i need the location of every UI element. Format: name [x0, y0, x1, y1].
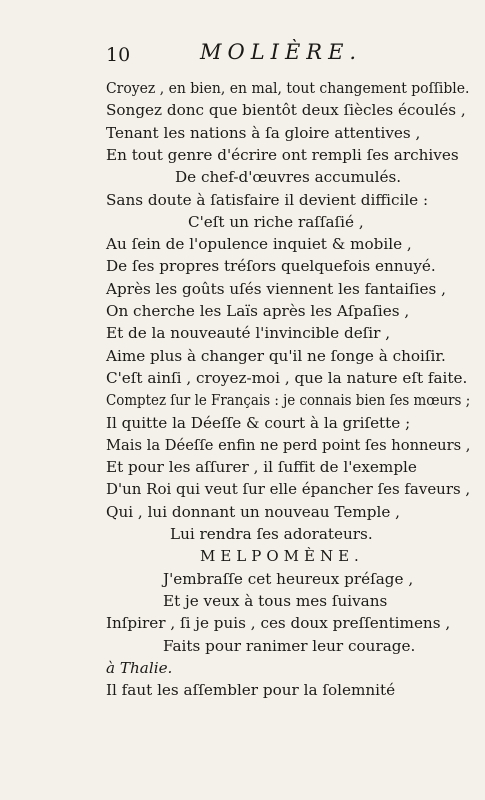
verse-line: Après les goûts uſés viennent les fantaiſies , [106, 279, 446, 298]
verse-line: Et pour les aſſurer , il ſuffit de l'exemple [106, 458, 417, 477]
verse-line: Songez donc que bientôt deux ſiècles écoulés , [106, 101, 466, 120]
verse-line: D'un Roi qui veut ſur elle épancher ſes faveurs , [106, 480, 471, 499]
verse-line: C'eſt ainſi , croyez-moi , que la nature eſt faite. [106, 368, 468, 387]
verse-line: J'embraſſe cet heureux préſage , [163, 569, 414, 588]
verse-line: Comptez ſur le Français : je connais bien ſes mœurs ; [106, 391, 471, 410]
verse-line: C'eſt un riche raſſaſié , [188, 212, 364, 231]
verse-line: Il faut les aſſembler pour la ſolemnité [106, 681, 396, 700]
verse-line: Au ſein de l'opulence inquiet & mobile , [106, 235, 412, 254]
verse-line: Mais la Déeſſe enfin ne perd point ſes honneurs , [106, 435, 471, 454]
verse-line: Et de la nouveauté l'invincible deſir , [106, 324, 391, 343]
verse-line: De chef-d'œuvres accumulés. [175, 168, 402, 187]
verse-line: Croyez , en bien, en mal, tout changement poſſible. [106, 79, 470, 97]
verse-line: On cherche les Laïs après les Aſpaſies , [106, 302, 410, 320]
verse-line: De ſes propres tréſors quelquefois ennuyé. [106, 257, 436, 276]
page-number: 10 [106, 44, 131, 66]
verse-line: Qui , lui donnant un nouveau Temple , [106, 502, 400, 521]
verse-line: Faits pour ranimer leur courage. [163, 636, 416, 655]
verse-line: Sans doute à ſatisfaire il devient difficile : [106, 190, 429, 209]
verse-line: Et je veux à tous mes ſuivans [163, 591, 388, 610]
verse-line: En tout genre d'écrire ont rempli ſes archives [106, 145, 459, 164]
verse-line: Tenant les nations à ſa gloire attentives , [106, 123, 421, 142]
verse-line: Lui rendra ſes adorateurs. [170, 525, 373, 543]
verse-line: Il quitte la Déeſſe & court à la griſette ; [106, 413, 411, 432]
stage-direction: à Thalie. [106, 658, 173, 677]
running-title: MOLIÈRE. [200, 40, 363, 64]
verse-line: Aime plus à changer qu'il ne ſonge à choiſir. [106, 346, 446, 365]
verse-line: Inſpirer , ſi je puis , ces doux preſſentimens , [106, 614, 451, 633]
speaker-name: MELPOMÈNE. [200, 547, 364, 566]
